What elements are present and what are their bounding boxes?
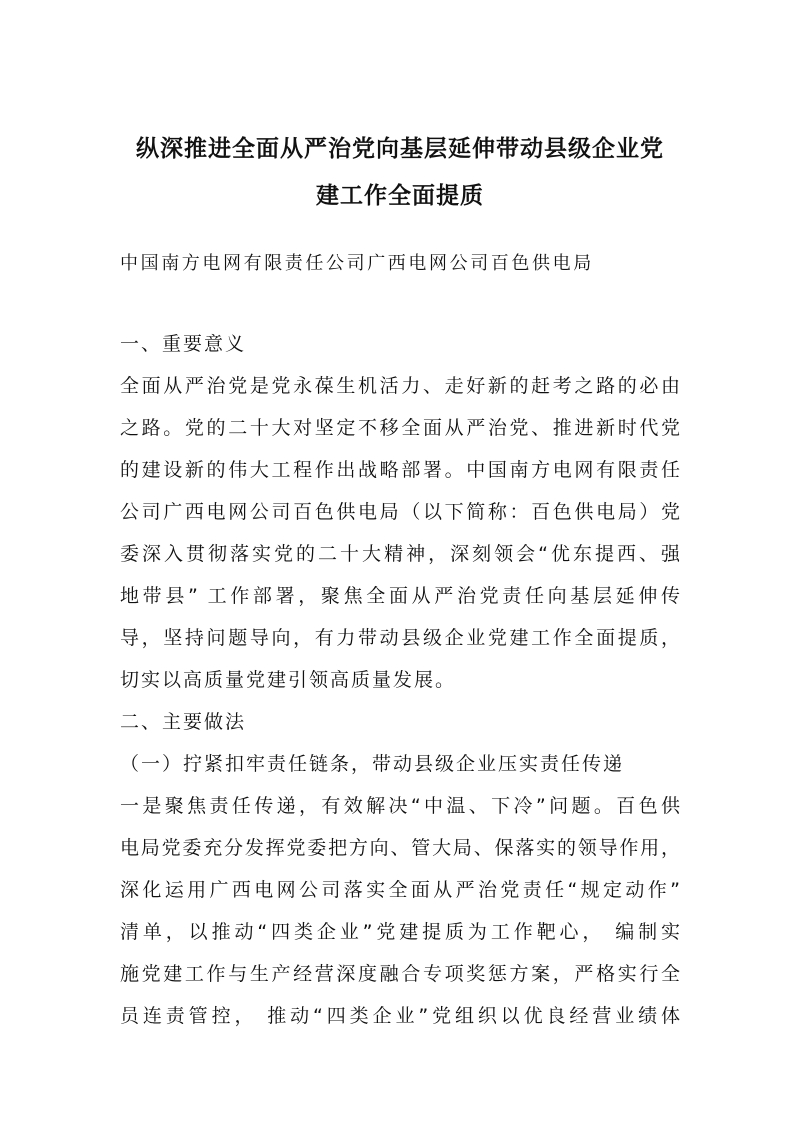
document-author: 中国南方电网有限责任公司广西电网公司百色供电局: [120, 253, 594, 274]
text-line: 切实以高质量党建引领高质量发展。: [120, 669, 457, 691]
document-title-line-1: 纵深推进全面从严治党向基层延伸带动县级企业党: [136, 136, 664, 162]
text-line: 二、主要做法: [120, 711, 247, 733]
text-line: 施党建工作与生产经营深度融合专项奖惩方案，严格实行全: [120, 963, 680, 985]
text-line: 导，坚持问题导向，有力带动县级企业党建工作全面提质，: [120, 627, 680, 649]
document-title-line-2: 建工作全面提质: [316, 183, 484, 209]
text-line: 公司广西电网公司百色供电局（以下简称：百色供电局）党: [120, 501, 680, 523]
text-line: （一）拧紧扣牢责任链条，带动县级企业压实责任传递: [120, 753, 625, 775]
text-line: 员连责管控， 推动“四类企业”党组织以优良经营业绩体: [120, 1005, 680, 1027]
text-line: 委深入贯彻落实党的二十大精神，深刻领会“优东提西、强: [120, 543, 680, 565]
text-line: 全面从严治党是党永葆生机活力、走好新的赶考之路的必由: [120, 375, 680, 397]
text-line: 的建设新的伟大工程作出战略部署。中国南方电网有限责任: [120, 459, 680, 481]
text-line: 地带县” 工作部署，聚焦全面从严治党责任向基层延伸传: [120, 585, 680, 607]
text-line: 一是聚焦责任传递，有效解决“中温、下冷”问题。百色供: [120, 795, 680, 817]
document-body: [120, 330, 680, 1044]
text-line: 清单，以推动“四类企业”党建提质为工作靶心， 编制实: [120, 921, 680, 943]
text-line: 电局党委充分发挥党委把方向、管大局、保落实的领导作用，: [120, 837, 680, 859]
text-line: 深化运用广西电网公司落实全面从严治党责任“规定动作”: [120, 879, 680, 901]
text-line: 一、重要意义: [120, 333, 247, 355]
text-line: 之路。党的二十大对坚定不移全面从严治党、推进新时代党: [120, 417, 680, 439]
